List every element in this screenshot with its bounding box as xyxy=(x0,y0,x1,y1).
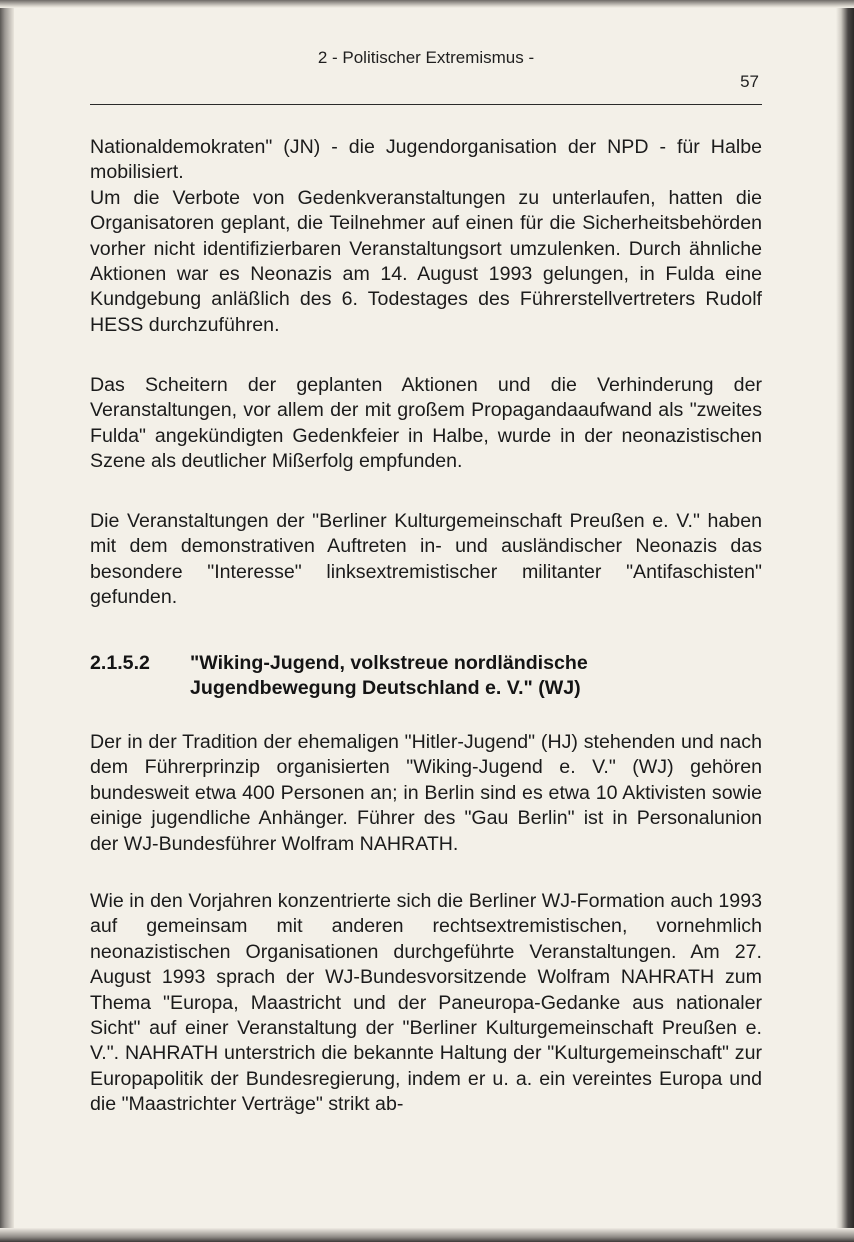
section-number: 2.1.5.2 xyxy=(90,652,150,674)
paragraph-text: Wie in den Vorjahren konzentrierte sich die Berliner WJ-Formation auch 1993 auf gemeinsam mit anderen rechtsextremistischen, vornehmlich neonazistischen Organisationen durchgeführte Veranstaltungen. Am 27. August 1993 sprach der WJ-Bundesvorsitzende Wolfram NAHRATH zum Thema "Europa, Maastricht und der Paneuropa-Gedanke aus nationaler Sicht" auf einer Veranstaltung der "Berliner Kulturgemeinschaft Preußen e. V.". NAHRATH unterstrich die bekannte Haltung der "Kulturgemeinschaft" zur Europapolitik der Bundesregierung, indem er u. a. ein vereintes Europa und die "Maastrichter Verträge" strikt ab- xyxy=(90,890,762,1116)
paragraph-text: Die Veranstaltungen der "Berliner Kulturgemeinschaft Preußen e. V." haben mit dem demonstrativen Auftreten in- und ausländischer Neonazis das besondere "Interesse" linksextremistischer militanter "Antifaschisten" gefunden. xyxy=(90,510,762,609)
paragraph xyxy=(90,730,762,857)
paragraph: Nationaldemokraten" (JN) - die Jugendorganisation der NPD - für Halbe mobilisiert. xyxy=(90,136,762,184)
running-title: 2 - Politischer Extremismus - xyxy=(317,48,535,67)
scan-edge-right xyxy=(836,0,854,1242)
paragraph-text: Der in der Tradition der ehemaligen "Hitler-Jugend" (HJ) stehenden und nach dem Führerprinzip organisierten "Wiking-Jugend e. V." (WJ) gehören bundesweit etwa 400 Personen an; in Berlin sind es etwa 10 Aktivisten sowie einige jugendliche Anhänger. Führer des "Gau Berlin" ist in Personalunion der WJ-Bundesführer Wolfram NAHRATH. xyxy=(90,731,762,855)
paragraph xyxy=(90,509,762,611)
paragraph: Um die Verbote von Gedenkveranstaltungen zu unterlaufen, hatten die Organisatoren geplant, die Teilnehmer auf einen für die Sicherheitsbehörden vorher nicht identifizierbaren Veranstaltungsort umzulenken. Durch ähnliche Aktionen war es Neonazis am 14. August 1993 gelungen, in Fulda eine Kundgebung anläßlich des 6. Todestages des Führerstellvertreters Rudolf HESS durchzuführen. xyxy=(90,186,762,336)
header-rule xyxy=(90,104,762,105)
section-title: "Wiking-Jugend, volkstreue nordländische Jugendbewegung Deutschland e. V." (WJ) xyxy=(190,652,588,700)
paragraph-continuation xyxy=(90,135,762,338)
scan-edge-top xyxy=(0,0,854,8)
scan-edge-left xyxy=(0,0,14,1242)
paragraph xyxy=(90,373,762,475)
scan-edge-bottom xyxy=(0,1228,854,1242)
paragraph-text: Das Scheitern der geplanten Aktionen und die Verhinderung der Veranstaltungen, vor allem der mit großem Propagandaaufwand als "zweites Fulda" angekündigten Gedenkfeier in Halbe, wurde in der neonazistischen Szene als deutlicher Mißerfolg empfunden. xyxy=(90,374,762,473)
paragraph xyxy=(90,889,762,1118)
page-number: 57 xyxy=(740,72,759,91)
